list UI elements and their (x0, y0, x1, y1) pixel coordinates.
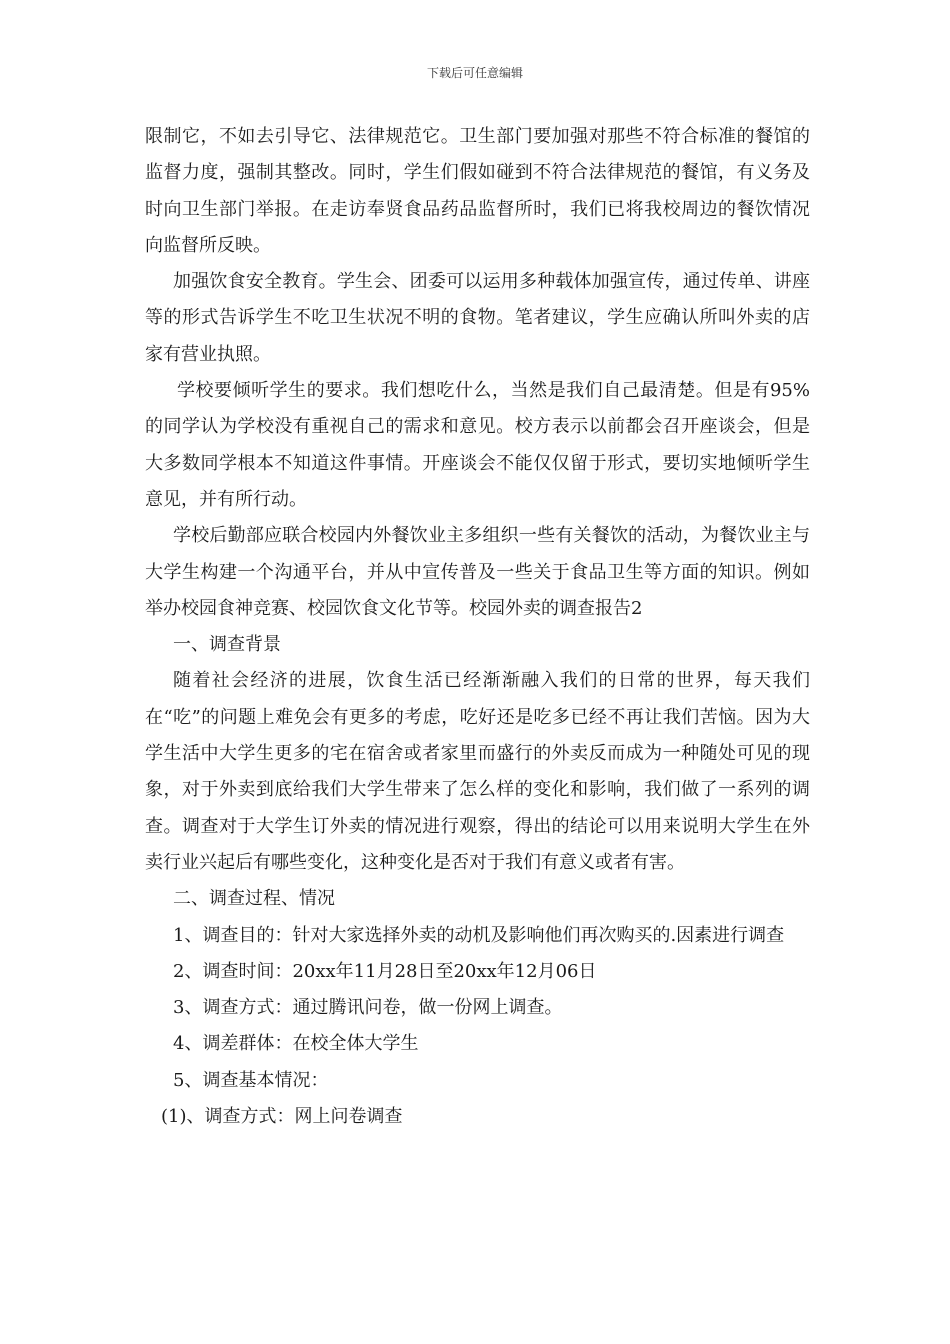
section-heading: 一、调查背景 (173, 634, 281, 656)
paragraph: 限制它，不如去引导它、法律规范它。卫生部门要加强对那些不符合标准的餐馆的监督力度，强制其整改。同时，学生们假如碰到不符合法律规范的餐馆，有义务及时向卫生部门举报。在走访奉贤食品药品监督所时，我们已将我校周边的餐饮情况向监督所反映。 (145, 126, 810, 256)
list-item: 4、调差群体：在校全体大学生 (173, 1033, 419, 1055)
paragraph: 加强饮食安全教育。学生会、团委可以运用多种载体加强宣传，通过传单、讲座等的形式告诉学生不吃卫生状况不明的食物。笔者建议，学生应确认所叫外卖的店家有营业执照。 (145, 271, 810, 365)
document-body (145, 119, 810, 1135)
page-header-note: 下载后可任意编辑 (426, 66, 523, 80)
list-item: 2、调查时间：20xx年11月28日至20xx年12月06日 (173, 960, 597, 982)
paragraph: 随着社会经济的进展，饮食生活已经渐渐融入我们的日常的世界，每天我们在“吃”的问题上难免会有更多的考虑，吃好还是吃多已经不再让我们苦恼。因为大学生活中大学生更多的宅在宿舍或者家里而盛行的外卖反而成为一种随处可见的现象，对于外卖到底给我们大学生带来了怎么样的变化和影响，我们做了一系列的调查。调查对于大学生订外卖的情况进行观察，得出的结论可以用来说明大学生在外卖行业兴起后有哪些变化，这种变化是否对于我们有意义或者有害。 (145, 670, 810, 873)
paragraph: 学校后勤部应联合校园内外餐饮业主多组织一些有关餐饮的活动，为餐饮业主与大学生构建一个沟通平台，并从中宣传普及一些关于食品卫生等方面的知识。例如举办校园食神竞赛、校园饮食文化节等。校园外卖的调查报告2 (145, 525, 810, 619)
section-heading: 二、调查过程、情况 (173, 888, 335, 910)
list-item: 1、调查目的：针对大家选择外卖的动机及影响他们再次购买的.因素进行调查 (173, 924, 785, 946)
list-item: 3、调查方式：通过腾讯问卷，做一份网上调查。 (173, 997, 563, 1019)
list-item: 5、调查基本情况： (173, 1069, 329, 1091)
list-item: (1)、调查方式：网上问卷调查 (161, 1106, 403, 1128)
paragraph: 学校要倾听学生的要求。我们想吃什么，当然是我们自己最清楚。但是有95%的同学认为学校没有重视自己的需求和意见。校方表示以前都会召开座谈会，但是大多数同学根本不知道这件事情。开座谈会不能仅仅留于形式，要切实地倾听学生意见，并有所行动。 (145, 380, 810, 510)
